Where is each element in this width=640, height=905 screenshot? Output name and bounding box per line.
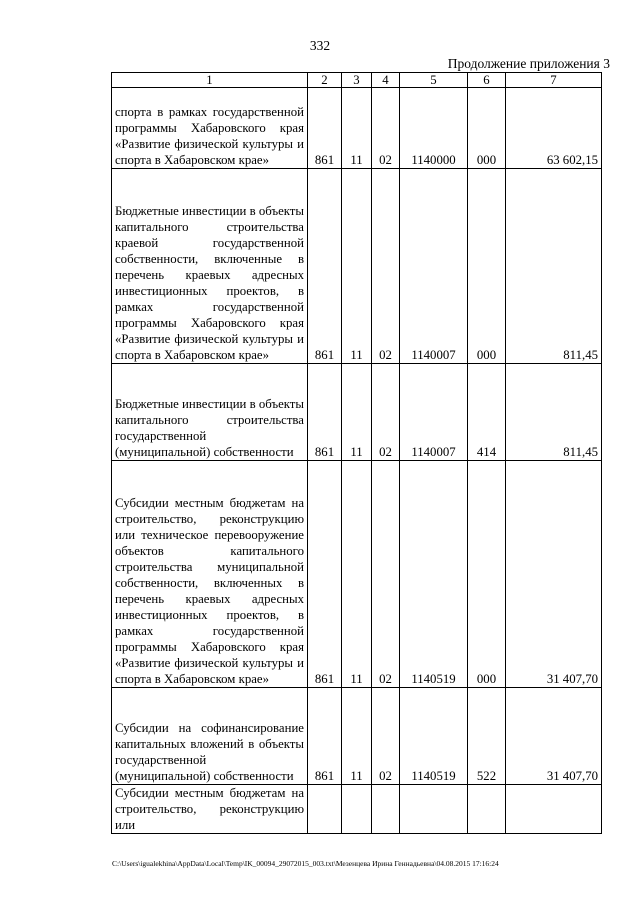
page-number: 332: [309, 38, 331, 53]
row-col-6: 000: [468, 461, 506, 688]
row-col-7: 811,45: [506, 364, 602, 461]
header-col-7: 7: [506, 73, 602, 88]
row-col-2: 861: [308, 88, 342, 169]
row-col-5: 1140519: [400, 461, 468, 688]
table-row: [112, 169, 602, 364]
table-row: [112, 88, 602, 169]
row-col-3: 11: [342, 688, 372, 785]
row-name: Субсидии местным бюджетам на строительство, реконструкцию или: [112, 785, 308, 834]
header-row: [112, 73, 602, 88]
row-col-4: 02: [372, 461, 400, 688]
row-col-5: 1140519: [400, 688, 468, 785]
header-col-1: 1: [112, 73, 308, 88]
row-name: Субсидии на софинансирование капитальных вложений в объекты государственной (муниципальной) собственности: [112, 688, 308, 785]
row-col-3: [342, 785, 372, 834]
row-col-3: 11: [342, 461, 372, 688]
continuation-label: Продолжение приложения 3: [447, 56, 610, 71]
row-col-4: [372, 785, 400, 834]
row-col-7: 31 407,70: [506, 688, 602, 785]
row-col-3: 11: [342, 169, 372, 364]
header-col-3: 3: [342, 73, 372, 88]
table-row: [112, 688, 602, 785]
row-col-3: 11: [342, 88, 372, 169]
row-name: Субсидии местным бюджетам на строительство, реконструкцию или техническое перевооружение объектов капитального строительства муниципальной собственности, включенных в перечень краевых адресных инвестиционных проектов, в рамках государственной программы Хабаровского края «Развитие физической культуры и спорта в Хабаровском крае»: [112, 461, 308, 688]
row-col-5: 1140000: [400, 88, 468, 169]
row-col-5: 1140007: [400, 364, 468, 461]
row-col-6: 000: [468, 88, 506, 169]
row-col-7: 63 602,15: [506, 88, 602, 169]
row-col-2: 861: [308, 169, 342, 364]
header-col-4: 4: [372, 73, 400, 88]
header-col-2: 2: [308, 73, 342, 88]
row-col-2: [308, 785, 342, 834]
file-path-footer: C:\Users\igualekhina\AppData\Local\Temp\IK_00094_29072015_003.txt\Мезенцева Ирина Геннадьевна\04.08.2015 17:16:24: [112, 859, 499, 868]
row-col-4: 02: [372, 688, 400, 785]
row-col-4: 02: [372, 88, 400, 169]
budget-table: [111, 72, 602, 834]
row-col-7: 811,45: [506, 169, 602, 364]
table-row: [112, 461, 602, 688]
row-col-5: 1140007: [400, 169, 468, 364]
row-col-7: [506, 785, 602, 834]
row-col-5: [400, 785, 468, 834]
row-name: спорта в рамках государственной программы Хабаровского края «Развитие физической культуры и спорта в Хабаровском крае»: [112, 88, 308, 169]
header-col-5: 5: [400, 73, 468, 88]
row-col-2: 861: [308, 688, 342, 785]
row-name: Бюджетные инвестиции в объекты капитального строительства краевой государственной собственности, включенные в перечень краевых адресных инвестиционных проектов, в рамках государственной программы Хабаровского края «Развитие физической культуры и спорта в Хабаровском крае»: [112, 169, 308, 364]
row-col-6: 414: [468, 364, 506, 461]
table-row: [112, 785, 602, 834]
row-col-2: 861: [308, 461, 342, 688]
row-col-3: 11: [342, 364, 372, 461]
row-col-6: 000: [468, 169, 506, 364]
row-col-4: 02: [372, 364, 400, 461]
row-col-2: 861: [308, 364, 342, 461]
row-name: Бюджетные инвестиции в объекты капитального строительства государственной (муниципальной) собственности: [112, 364, 308, 461]
row-col-6: [468, 785, 506, 834]
row-col-7: 31 407,70: [506, 461, 602, 688]
row-col-4: 02: [372, 169, 400, 364]
table-row: [112, 364, 602, 461]
row-col-6: 522: [468, 688, 506, 785]
header-col-6: 6: [468, 73, 506, 88]
